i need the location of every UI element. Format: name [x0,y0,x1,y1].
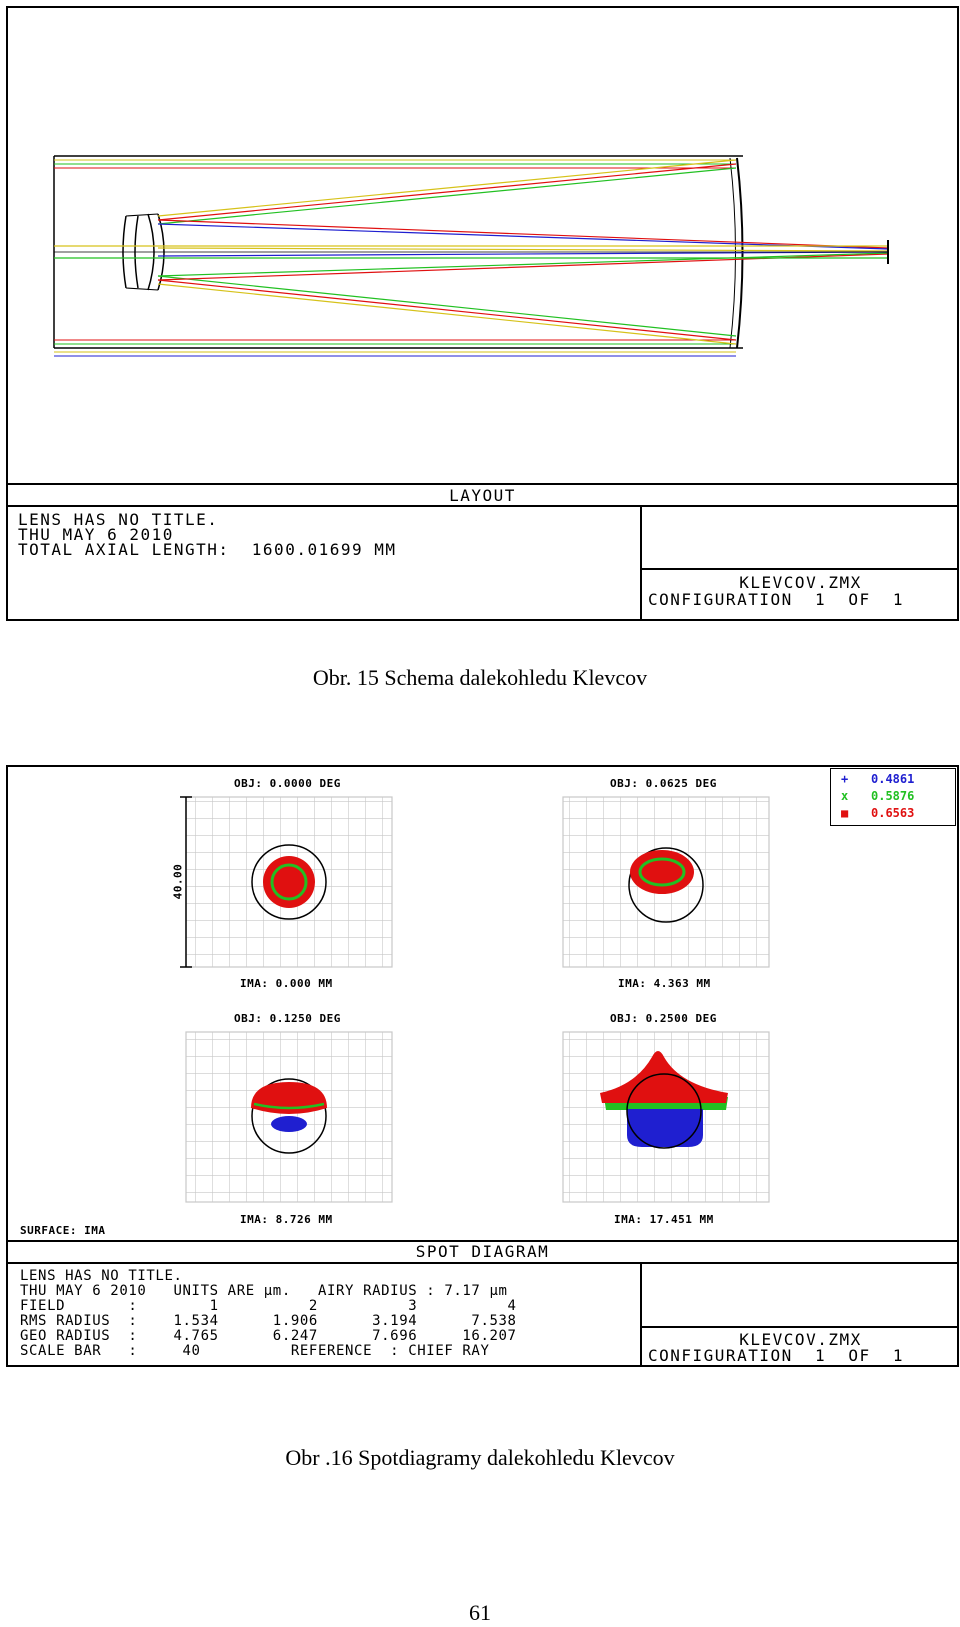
spot-date-units: THU MAY 6 2010 UNITS ARE µm. AIRY RADIUS : 7.17 µm [20,1283,508,1299]
legend-label-2: 0.5876 [871,789,915,803]
panel-2-ima: IMA: 4.363 MM [618,977,711,990]
panel-1-obj: OBJ: 0.0000 DEG [234,777,341,790]
spot-file-name: KLEVCOV.ZMX [739,1330,862,1349]
layout-title: LAYOUT [449,486,516,505]
panel-3-ima: IMA: 8.726 MM [240,1213,333,1226]
wavelength-legend [830,768,956,826]
spot-field-row: FIELD : 1 2 3 4 [20,1298,517,1314]
spot-title: SPOT DIAGRAM [415,1242,550,1261]
panel-2-obj: OBJ: 0.0625 DEG [610,777,717,790]
surface-label: SURFACE: IMA [20,1224,106,1237]
page-number: 61 [469,1600,491,1625]
legend-marker-2: x [841,789,849,803]
layout-figure [6,6,959,621]
spot-geo-row: GEO RADIUS : 4.765 6.247 7.696 16.207 [20,1328,517,1344]
telescope-layout-drawing [8,8,957,498]
legend-label-1: 0.4861 [871,772,915,786]
panel-1-ima: IMA: 0.000 MM [240,977,333,990]
spot-configuration: CONFIGURATION 1 OF 1 [648,1346,905,1365]
caption-figure-16: Obr .16 Spotdiagramy dalekohledu Klevcov [285,1445,675,1470]
spot-config-box [640,1262,959,1367]
spot-rms-row: RMS RADIUS : 1.534 1.906 3.194 7.538 [20,1313,517,1329]
spot-title-block [8,1240,957,1367]
spot-field-1 [252,845,326,919]
spot-diagram-plot [8,767,957,1237]
legend-marker-3: ■ [841,806,849,820]
layout-date: THU MAY 6 2010 [18,525,174,544]
panel-3-obj: OBJ: 0.1250 DEG [234,1012,341,1025]
legend-marker-1: + [841,772,849,786]
layout-title-block [8,483,957,621]
spot-diagram-figure [6,765,959,1367]
spot-lens-title: LENS HAS NO TITLE. [20,1268,183,1284]
layout-total-length: TOTAL AXIAL LENGTH: 1600.01699 MM [18,540,397,559]
layout-lens-title: LENS HAS NO TITLE. [18,510,219,529]
scale-bar-label: 40.00 [171,863,185,900]
layout-configuration: CONFIGURATION 1 OF 1 [648,590,905,609]
ray-bundle [54,160,888,344]
spot-scale-row: SCALE BAR : 40 REFERENCE : CHIEF RAY [20,1343,490,1359]
panel-4-ima: IMA: 17.451 MM [614,1213,714,1226]
panel-4-obj: OBJ: 0.2500 DEG [610,1012,717,1025]
layout-file-name: KLEVCOV.ZMX [739,573,862,592]
layout-config-box [640,505,959,621]
legend-label-3: 0.6563 [871,806,915,820]
caption-figure-15: Obr. 15 Schema dalekohledu Klevcov [312,665,648,690]
